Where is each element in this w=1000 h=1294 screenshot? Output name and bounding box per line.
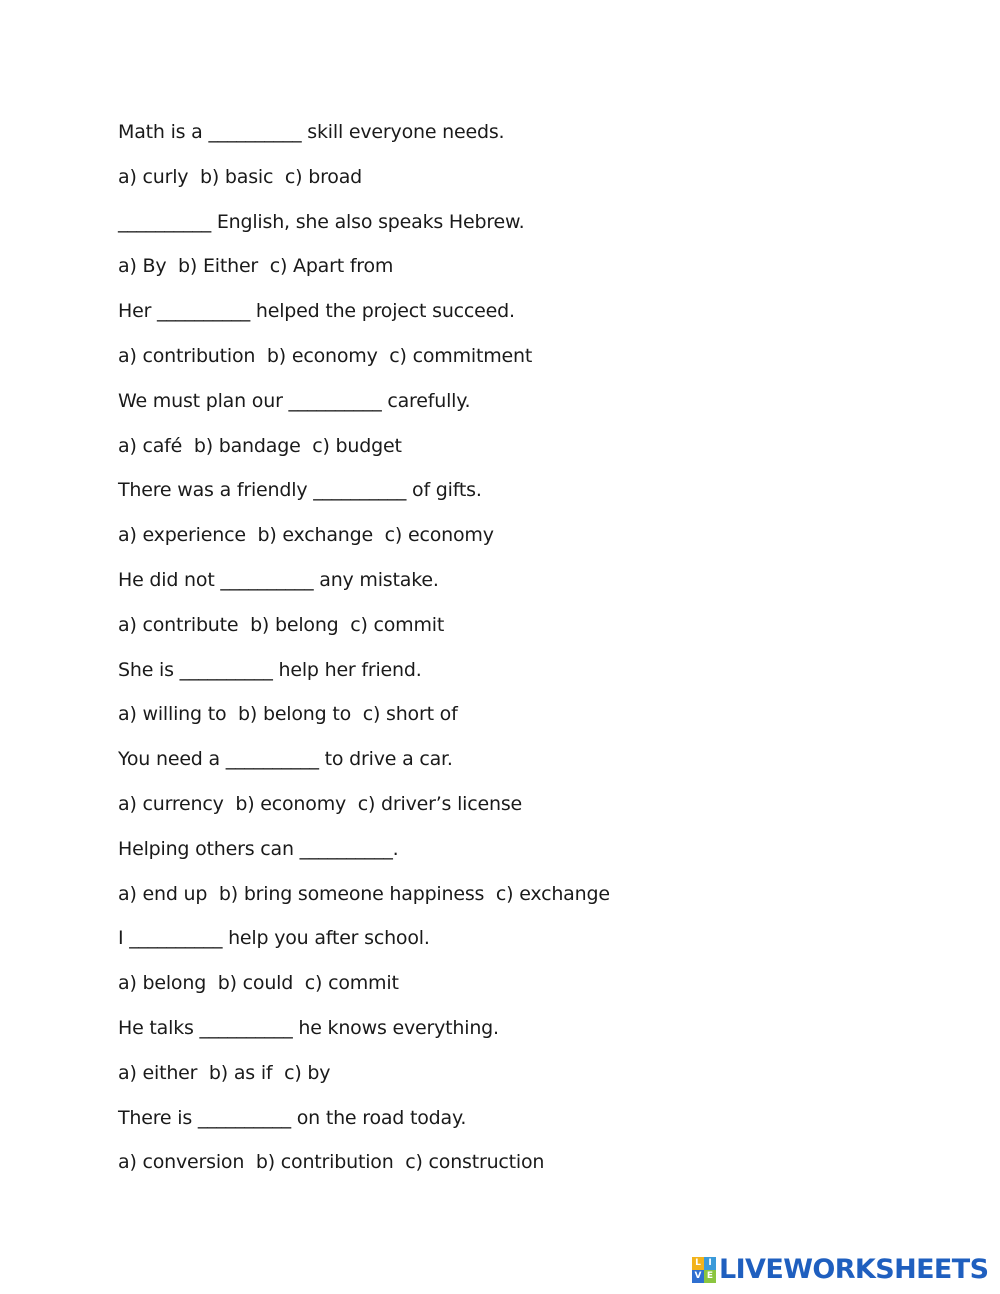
question-2-sentence: __________ English, she also speaks Hebrew.: [118, 210, 525, 233]
worksheet: [118, 116, 878, 1191]
question-5-sentence: There was a friendly __________ of gifts.: [118, 479, 482, 502]
question-8-sentence: You need a __________ to drive a car.: [118, 748, 453, 771]
question-2-options: a) By b) Either c) Apart from: [118, 255, 394, 278]
question-6-sentence: He did not __________ any mistake.: [118, 568, 439, 591]
question-8-options: a) currency b) economy c) driver’s license: [118, 792, 523, 815]
logo-mark-letter-i: I: [704, 1257, 716, 1270]
question-3-options: a) contribution b) economy c) commitment: [118, 344, 533, 367]
logo-text: LIVEWORKSHEETS: [719, 1254, 989, 1285]
question-10-sentence: I __________ help you after school.: [118, 927, 430, 950]
logo-mark-letter-v: V: [692, 1270, 704, 1283]
question-7-options: a) willing to b) belong to c) short of: [118, 703, 458, 726]
logo-mark-letter-l: L: [692, 1257, 704, 1270]
question-6-options: a) contribute b) belong c) commit: [118, 613, 445, 636]
question-9-sentence: Helping others can __________.: [118, 837, 399, 860]
question-3-sentence: Her __________ helped the project succeed.: [118, 300, 515, 323]
question-4-options: a) café b) bandage c) budget: [118, 434, 402, 457]
question-12-sentence: There is __________ on the road today.: [118, 1106, 467, 1129]
question-9-options: a) end up b) bring someone happiness c) exchange: [118, 882, 610, 905]
logo-mark-letter-e: E: [704, 1270, 716, 1283]
question-5-options: a) experience b) exchange c) economy: [118, 524, 494, 547]
question-1-sentence: Math is a __________ skill everyone needs.: [118, 121, 505, 143]
liveworksheets-logo-icon: [692, 1257, 716, 1283]
question-11-options: a) either b) as if c) by: [118, 1061, 331, 1084]
question-11-sentence: He talks __________ he knows everything.: [118, 1016, 499, 1039]
question-7-sentence: She is __________ help her friend.: [118, 658, 422, 681]
question-4-sentence: We must plan our __________ carefully.: [118, 389, 471, 412]
question-10-options: a) belong b) could c) commit: [118, 972, 399, 995]
question-1-options: a) curly b) basic c) broad: [118, 165, 362, 188]
question-12-options: a) conversion b) contribution c) construction: [118, 1151, 545, 1174]
liveworksheets-logo: [692, 1253, 988, 1287]
